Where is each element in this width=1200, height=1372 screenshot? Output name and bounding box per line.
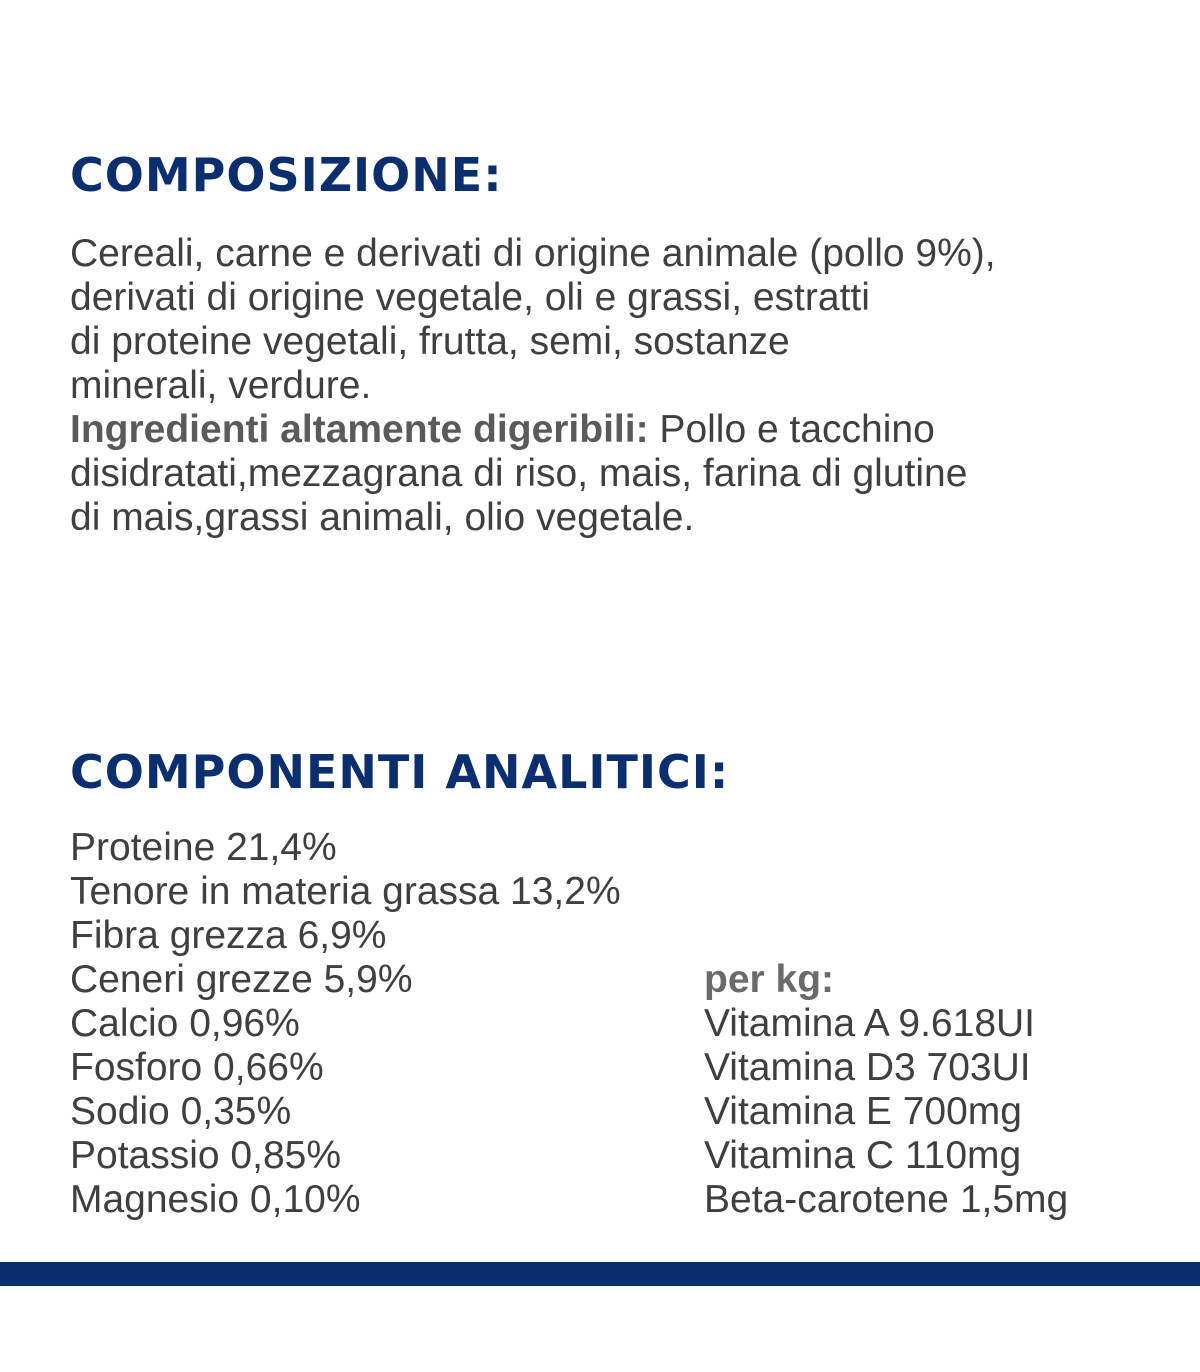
analytic-item: Fosforo 0,66% — [70, 1046, 324, 1089]
digestible-ingredients-line — [70, 408, 1170, 452]
analytics-heading: COMPONENTI ANALITICI: — [70, 745, 730, 799]
analytic-item: Tenore in materia grassa 13,2% — [70, 870, 621, 913]
composition-line: minerali, verdure. — [70, 364, 372, 407]
vitamins-list — [704, 958, 1068, 1222]
digestible-ingredients-label: Ingredienti altamente digeribili: — [70, 408, 649, 451]
analytic-item: Magnesio 0,10% — [70, 1178, 361, 1221]
digestible-ingredients-line: di mais,grassi animali, olio vegetale. — [70, 496, 695, 539]
bottom-bar — [0, 1262, 1200, 1286]
analytic-item: Fibra grezza 6,9% — [70, 914, 387, 957]
analytic-item: Calcio 0,96% — [70, 1002, 300, 1045]
analytics-list — [70, 826, 621, 1222]
vitamin-item: Beta-carotene 1,5mg — [704, 1178, 1069, 1221]
per-kg-label: per kg: — [704, 958, 835, 1001]
vitamin-item: Vitamina D3 703UI — [704, 1046, 1031, 1089]
analytic-item: Ceneri grezze 5,9% — [70, 958, 413, 1001]
composition-line: di proteine vegetali, frutta, semi, sostanze — [70, 320, 790, 363]
composition-line: Cereali, carne e derivati di origine animale (pollo 9%), — [70, 232, 996, 275]
composition-heading: COMPOSIZIONE: — [70, 148, 503, 202]
analytic-item: Sodio 0,35% — [70, 1090, 292, 1133]
vitamin-item: Vitamina C 110mg — [704, 1134, 1022, 1177]
vitamin-item: Vitamina A 9.618UI — [704, 1002, 1036, 1045]
composition-line: derivati di origine vegetale, oli e grassi, estratti — [70, 276, 870, 319]
digestible-ingredients-line: disidratati,mezzagrana di riso, mais, farina di glutine — [70, 452, 968, 495]
analytic-item: Potassio 0,85% — [70, 1134, 342, 1177]
digestible-ingredients-first: Pollo e tacchino — [648, 408, 935, 451]
composition-text — [70, 232, 1170, 540]
analytic-item: Proteine 21,4% — [70, 826, 337, 869]
vitamin-item: Vitamina E 700mg — [704, 1090, 1022, 1133]
